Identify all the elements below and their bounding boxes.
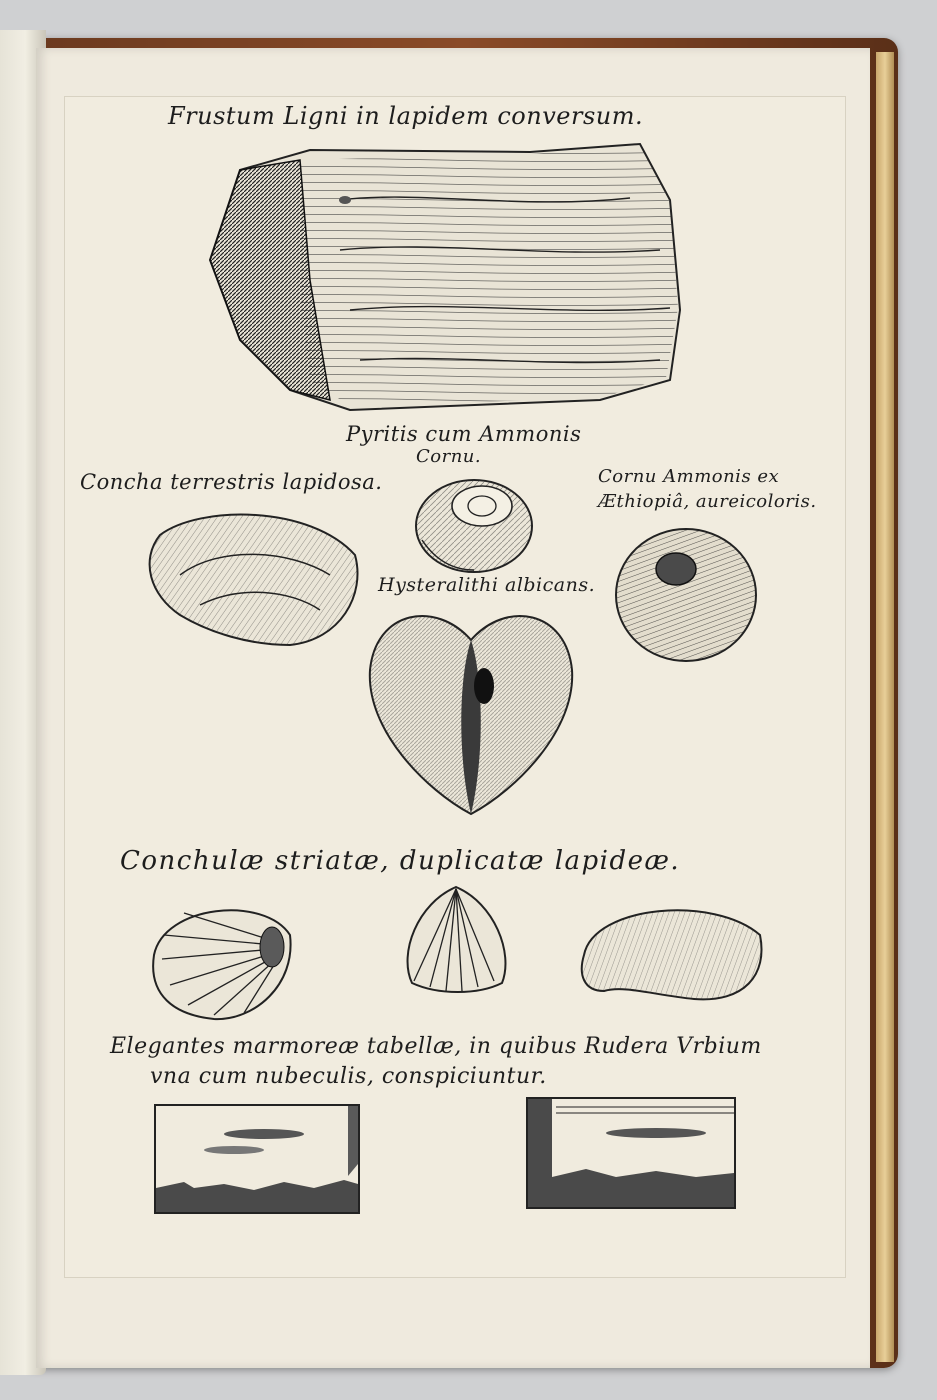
pyritis-ammonite-illustration [412, 470, 536, 576]
cornu-ammonis-illustration [612, 525, 760, 665]
caption-pyritis-line2: Cornu. [416, 446, 482, 467]
concha-terrestris-illustration [140, 505, 366, 650]
marble-tablet-left-illustration [154, 1104, 360, 1214]
caption-pyritis-line1: Pyritis cum Ammonis [346, 422, 582, 446]
marble-tablet-right-illustration [526, 1097, 736, 1209]
caption-elegantes-line2: vna cum nubeculis, conspiciuntur. [150, 1064, 547, 1089]
striated-shell-middle-illustration [398, 883, 514, 995]
caption-cornu-line1: Cornu Ammonis ex [598, 466, 780, 487]
caption-hysteralithi: Hysteralithi albicans. [378, 574, 596, 596]
caption-concha: Concha terrestris lapidosa. [80, 470, 383, 494]
caption-conchulae: Conchulæ striatæ, duplicatæ lapideæ. [120, 846, 681, 876]
caption-elegantes-line1: Elegantes marmoreæ tabellæ, in quibus Rudera Vrbium [110, 1034, 762, 1059]
striated-shell-left-illustration [144, 895, 296, 1023]
striated-shell-right-illustration [574, 895, 768, 1005]
hysteralithi-illustration [366, 600, 576, 818]
gilt-page-edge [876, 52, 894, 1362]
caption-cornu-line2: Æthiopiâ, aureicoloris. [598, 491, 817, 512]
petrified-wood-illustration [200, 140, 690, 420]
caption-wood-fragment: Frustum Ligni in lapidem conversum. [168, 102, 644, 130]
